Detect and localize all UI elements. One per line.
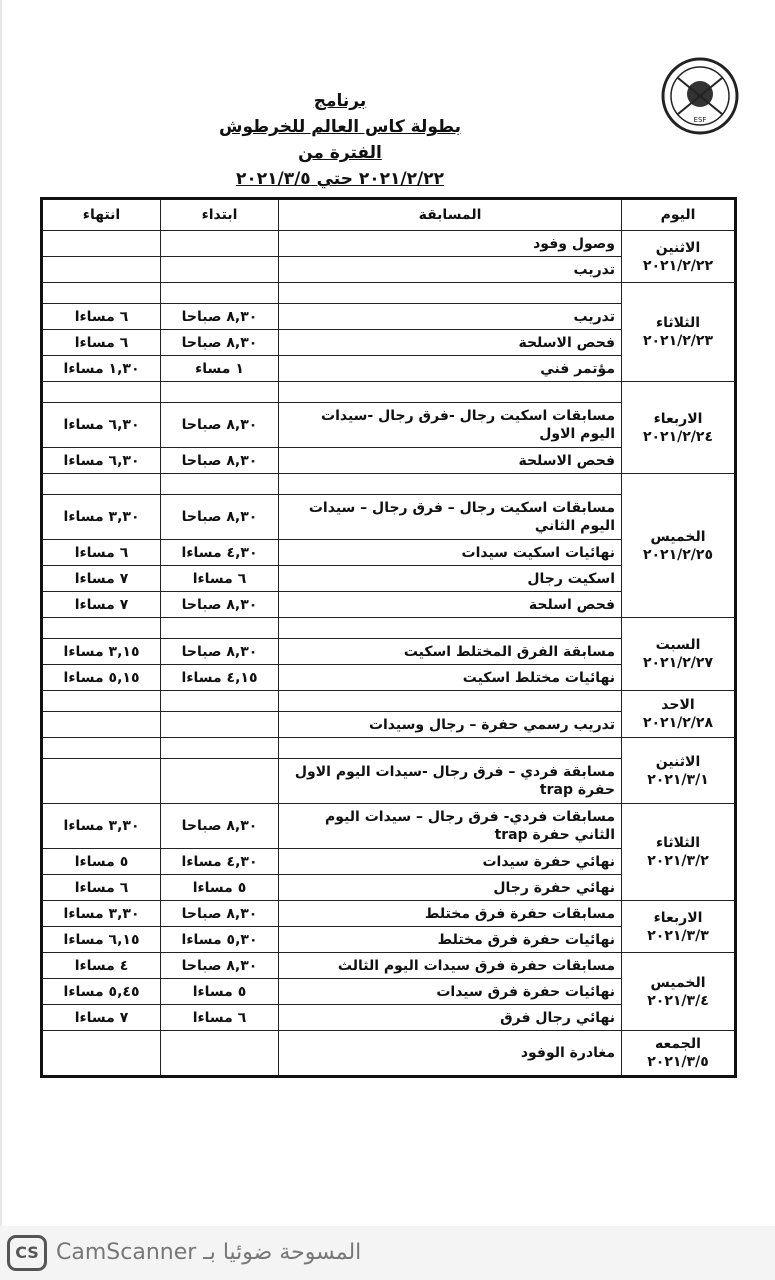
event-cell: وصول وفود	[279, 231, 622, 257]
table-row	[42, 231, 736, 257]
event-cell: نهائيات مختلط اسكيت	[279, 665, 622, 691]
day-name: السبت	[655, 637, 701, 653]
start-time-cell	[161, 283, 279, 304]
event-cell: تدريب رسمي حفرة – رجال وسيدات	[279, 712, 622, 738]
day-date: ٢٠٢١/٢/٢٧	[642, 655, 714, 671]
day-cell	[622, 618, 736, 691]
end-time-cell: ٦,٣٠ مساءا	[42, 448, 161, 474]
end-time-cell: ٣,١٥ مساءا	[42, 639, 161, 665]
end-time-cell: ٥ مساءا	[42, 849, 161, 875]
event-cell: فحص الاسلحة	[279, 448, 622, 474]
start-time-cell: ٦ مساءا	[161, 566, 279, 592]
federation-logo-icon	[660, 56, 740, 136]
svg-text:ESF: ESF	[693, 116, 707, 124]
day-name: الاحد	[661, 697, 695, 713]
end-time-cell	[42, 474, 161, 495]
end-time-cell: ٦ مساءا	[42, 304, 161, 330]
start-time-cell: ٨,٣٠ صباحا	[161, 592, 279, 618]
start-time-cell	[161, 257, 279, 283]
table-row	[42, 691, 736, 712]
event-cell: نهائيات حفرة فرق مختلط	[279, 927, 622, 953]
start-time-cell: ٤,٣٠ مساءا	[161, 540, 279, 566]
title-line-2: بطولة كاس العالم للخرطوش الفترة من	[219, 117, 461, 163]
event-cell: تدريب	[279, 304, 622, 330]
day-date: ٢٠٢١/٣/١	[647, 771, 709, 788]
day-date: ٢٠٢١/٢/٢٣	[642, 333, 714, 349]
table-row	[42, 618, 736, 639]
schedule-body	[42, 231, 736, 1077]
day-cell	[622, 738, 736, 804]
table-row	[42, 738, 736, 759]
event-cell: فحص الاسلحة	[279, 330, 622, 356]
event-cell: مسابقات حفرة فرق مختلط	[279, 901, 622, 927]
event-cell: فحص اسلحة	[279, 592, 622, 618]
end-time-cell	[42, 231, 161, 257]
event-cell: نهائيات اسكيت سيدات	[279, 540, 622, 566]
event-cell	[279, 474, 622, 495]
end-time-cell	[42, 618, 161, 639]
start-time-cell: ٤,٣٠ مساءا	[161, 849, 279, 875]
day-name: الثلاثاء	[655, 315, 701, 331]
event-cell: مسابقات فردي- فرق رجال – سيدات اليوم الثاني حفرة trap	[279, 804, 622, 849]
day-name: الخميس	[650, 974, 706, 991]
day-date: ٢٠٢١/٢/٢٨	[642, 715, 714, 731]
end-time-cell: ٦,١٥ مساءا	[42, 927, 161, 953]
end-time-cell: ١,٣٠ مساءا	[42, 356, 161, 382]
end-time-cell: ٤ مساءا	[42, 953, 161, 979]
day-cell	[622, 474, 736, 618]
event-cell	[279, 618, 622, 639]
event-cell: مؤتمر فني	[279, 356, 622, 382]
table-row	[42, 953, 736, 979]
start-time-cell	[161, 1031, 279, 1077]
end-time-cell: ٦,٣٠ مساءا	[42, 403, 161, 448]
end-time-cell: ٧ مساءا	[42, 1005, 161, 1031]
start-time-cell: ٨,٣٠ صباحا	[161, 901, 279, 927]
day-cell	[622, 382, 736, 474]
day-name: الثلاثاء	[655, 835, 701, 851]
start-time-cell: ٨,٣٠ صباحا	[161, 953, 279, 979]
table-row	[42, 901, 736, 927]
header-event: المسابقة	[279, 199, 622, 231]
start-time-cell: ٨,٣٠ صباحا	[161, 639, 279, 665]
start-time-cell: ٥ مساءا	[161, 979, 279, 1005]
start-time-cell: ٨,٣٠ صباحا	[161, 448, 279, 474]
event-cell: نهائي حفرة سيدات	[279, 849, 622, 875]
start-time-cell: ٤,١٥ مساءا	[161, 665, 279, 691]
day-date: ٢٠٢١/٢/٢٢	[642, 257, 714, 274]
day-cell	[622, 953, 736, 1031]
end-time-cell: ٧ مساءا	[42, 592, 161, 618]
day-cell	[622, 283, 736, 382]
end-time-cell: ٣,٣٠ مساءا	[42, 901, 161, 927]
day-date: ٢٠٢١/٣/٢	[647, 853, 709, 869]
start-time-cell	[161, 618, 279, 639]
event-cell: مسابقات اسكيت رجال – فرق رجال – سيدات اليوم الثاني	[279, 495, 622, 540]
start-time-cell: ٨,٣٠ صباحا	[161, 403, 279, 448]
end-time-cell: ٣,٣٠ مساءا	[42, 804, 161, 849]
header-row	[42, 199, 736, 231]
table-row	[42, 804, 736, 849]
end-time-cell: ٦ مساءا	[42, 540, 161, 566]
end-time-cell: ٥,١٥ مساءا	[42, 665, 161, 691]
document-title	[200, 88, 480, 192]
end-time-cell	[42, 759, 161, 804]
end-time-cell	[42, 1031, 161, 1077]
end-time-cell: ٦ مساءا	[42, 330, 161, 356]
event-cell	[279, 738, 622, 759]
header-end: انتهاء	[42, 199, 161, 231]
start-time-cell: ٥ مساءا	[161, 875, 279, 901]
event-cell: نهائيات حفرة فرق سيدات	[279, 979, 622, 1005]
start-time-cell: ٨,٣٠ صباحا	[161, 804, 279, 849]
day-cell	[622, 691, 736, 738]
event-cell: نهائي رجال فرق	[279, 1005, 622, 1031]
title-line-1: برنامج	[313, 91, 367, 111]
table-row	[42, 1031, 736, 1077]
day-date: ٢٠٢١/٢/٢٥	[642, 546, 714, 563]
event-cell: مسابقات اسكيت رجال -فرق رجال -سيدات اليوم الاول	[279, 403, 622, 448]
end-time-cell: ٧ مساءا	[42, 566, 161, 592]
table-row	[42, 382, 736, 403]
event-cell: نهائي حفرة رجال	[279, 875, 622, 901]
event-cell	[279, 382, 622, 403]
end-time-cell: ٥,٤٥ مساءا	[42, 979, 161, 1005]
event-cell: تدريب	[279, 257, 622, 283]
end-time-cell	[42, 283, 161, 304]
event-cell	[279, 283, 622, 304]
start-time-cell	[161, 382, 279, 403]
day-name: الجمعه	[655, 1036, 701, 1052]
day-name: الاثنين	[655, 239, 701, 256]
event-cell: مسابقة الفرق المختلط اسكيت	[279, 639, 622, 665]
start-time-cell: ٥,٣٠ مساءا	[161, 927, 279, 953]
day-date: ٢٠٢١/٣/٥	[647, 1054, 709, 1070]
table-row	[42, 283, 736, 304]
start-time-cell	[161, 712, 279, 738]
start-time-cell: ٨,٣٠ صباحا	[161, 495, 279, 540]
start-time-cell	[161, 738, 279, 759]
day-name: الخميس	[650, 528, 706, 545]
day-date: ٢٠٢١/٢/٢٤	[642, 428, 714, 445]
schedule-table	[40, 197, 737, 1078]
end-time-cell	[42, 257, 161, 283]
start-time-cell: ١ مساء	[161, 356, 279, 382]
end-time-cell: ٦ مساءا	[42, 875, 161, 901]
start-time-cell: ٦ مساءا	[161, 1005, 279, 1031]
start-time-cell: ٨,٣٠ صباحا	[161, 304, 279, 330]
day-name: الاثنين	[655, 753, 701, 770]
day-cell	[622, 1031, 736, 1077]
day-cell	[622, 804, 736, 901]
event-cell: اسكيت رجال	[279, 566, 622, 592]
header-start: ابتداء	[161, 199, 279, 231]
title-line-3: ٢٠٢١/٢/٢٢ حتي ٢٠٢١/٣/٥	[236, 169, 444, 189]
day-cell	[622, 901, 736, 953]
end-time-cell	[42, 382, 161, 403]
end-time-cell	[42, 691, 161, 712]
end-time-cell: ٣,٣٠ مساءا	[42, 495, 161, 540]
end-time-cell	[42, 712, 161, 738]
start-time-cell: ٨,٣٠ صباحا	[161, 330, 279, 356]
camscanner-logo-icon: CS	[7, 1235, 47, 1271]
day-name: الاربعاء	[653, 909, 703, 926]
event-cell: مسابقات حفرة فرق سيدات اليوم الثالث	[279, 953, 622, 979]
camscanner-label: CamScanner المسوحة ضوئيا بـ	[56, 1240, 362, 1265]
day-date: ٢٠٢١/٣/٤	[647, 992, 709, 1009]
start-time-cell	[161, 759, 279, 804]
event-cell: مسابقة فردي – فرق رجال -سيدات اليوم الاول حفرة trap	[279, 759, 622, 804]
end-time-cell	[42, 738, 161, 759]
start-time-cell	[161, 691, 279, 712]
event-cell: مغادرة الوفود	[279, 1031, 622, 1077]
table-row	[42, 474, 736, 495]
header-day: اليوم	[622, 199, 736, 231]
day-name: الاربعاء	[653, 410, 703, 427]
day-date: ٢٠٢١/٣/٣	[647, 927, 709, 944]
start-time-cell	[161, 474, 279, 495]
start-time-cell	[161, 231, 279, 257]
event-cell	[279, 691, 622, 712]
day-cell	[622, 231, 736, 283]
